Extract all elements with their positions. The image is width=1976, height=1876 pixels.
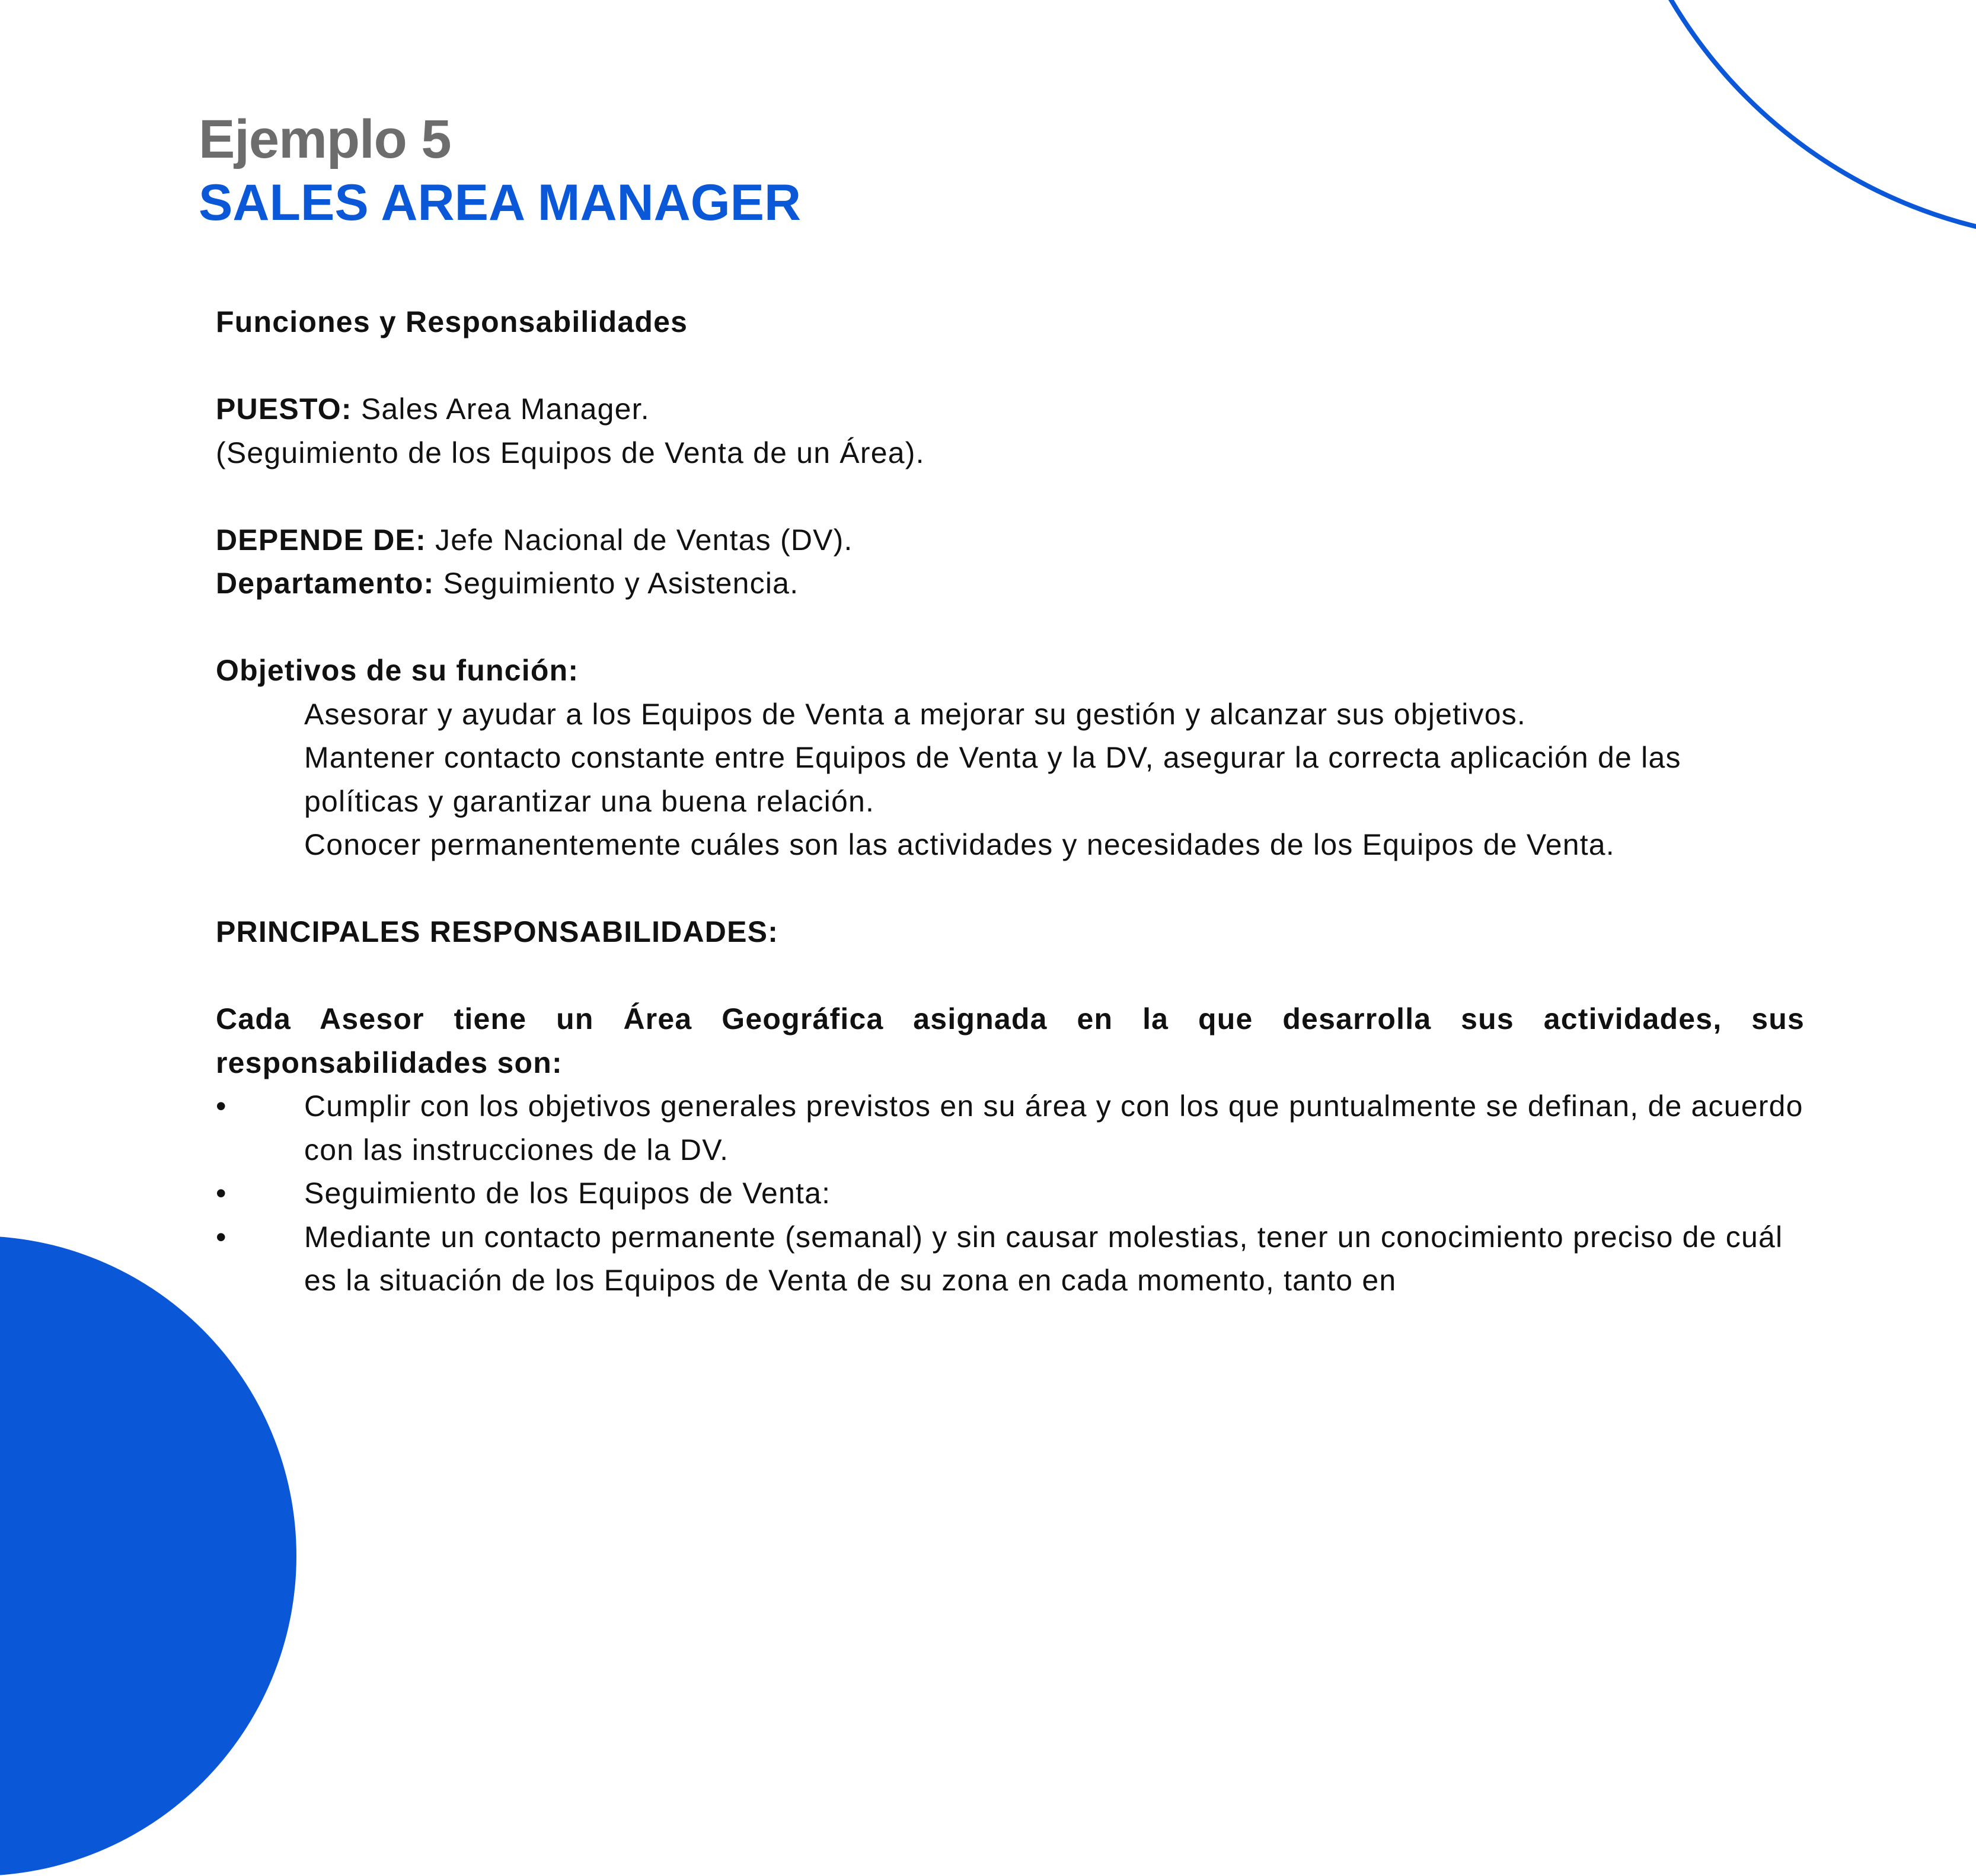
example-label: Ejemplo 5 (199, 109, 451, 170)
puesto-note: (Seguimiento de los Equipos de Venta de un Área). (216, 436, 925, 469)
decorative-circle (0, 1236, 296, 1876)
list-item (216, 1172, 1805, 1216)
objetivo-item: Conocer permanentemente cuáles son las actividades y necesidades de los Equipos de Venta. (304, 828, 1615, 861)
puesto-label: PUESTO: (216, 392, 352, 426)
departamento-line (216, 562, 1805, 606)
page-title: SALES AREA MANAGER (199, 174, 802, 231)
responsabilidades-intro: Cada Asesor tiene un Área Geográfica asignada en la que desarrolla sus actividades, sus responsabilidades son: (216, 1002, 1805, 1079)
objetivos-heading: Objetivos de su función: (216, 654, 579, 687)
departamento-value: Seguimiento y Asistencia. (434, 567, 799, 600)
list-item-text: Seguimiento de los Equipos de Venta: (304, 1177, 831, 1210)
depende-value: Jefe Nacional de Ventas (DV). (426, 523, 853, 557)
departamento-label: Departamento: (216, 567, 435, 600)
job-description (216, 301, 1805, 1303)
depende-label: DEPENDE DE: (216, 523, 426, 557)
responsabilidades-heading: PRINCIPALES RESPONSABILIDADES: (216, 915, 779, 948)
list-item (216, 1216, 1805, 1303)
objetivo-item: Mantener contacto constante entre Equipos de Venta y la DV, asegurar la correcta aplicación de las políticas y garantizar una buena relación. (304, 741, 1681, 818)
list-item-text: Cumplir con los objetivos generales previstos en su área y con los que puntualmente se definan, de acuerdo con las instrucciones de la DV. (304, 1089, 1803, 1166)
bullet-icon: • (216, 1220, 227, 1254)
responsabilidades-list (216, 1085, 1805, 1303)
puesto-value: Sales Area Manager. (352, 392, 650, 426)
list-item-text: Mediante un contacto permanente (semanal) y sin causar molestias, tener un conocimiento preciso de cuál es la situación de los Equipos de Venta de su zona en cada momento, tanto en (304, 1220, 1783, 1297)
bullet-icon: • (216, 1177, 227, 1210)
section-heading: Funciones y Responsabilidades (216, 305, 688, 338)
decorative-arc (1601, 0, 1976, 243)
bullet-icon: • (216, 1089, 227, 1123)
list-item (216, 1085, 1805, 1172)
objetivo-item: Asesorar y ayudar a los Equipos de Venta a mejorar su gestión y alcanzar sus objetivos. (304, 697, 1527, 731)
puesto-line (216, 388, 1805, 432)
depende-line (216, 519, 1805, 563)
